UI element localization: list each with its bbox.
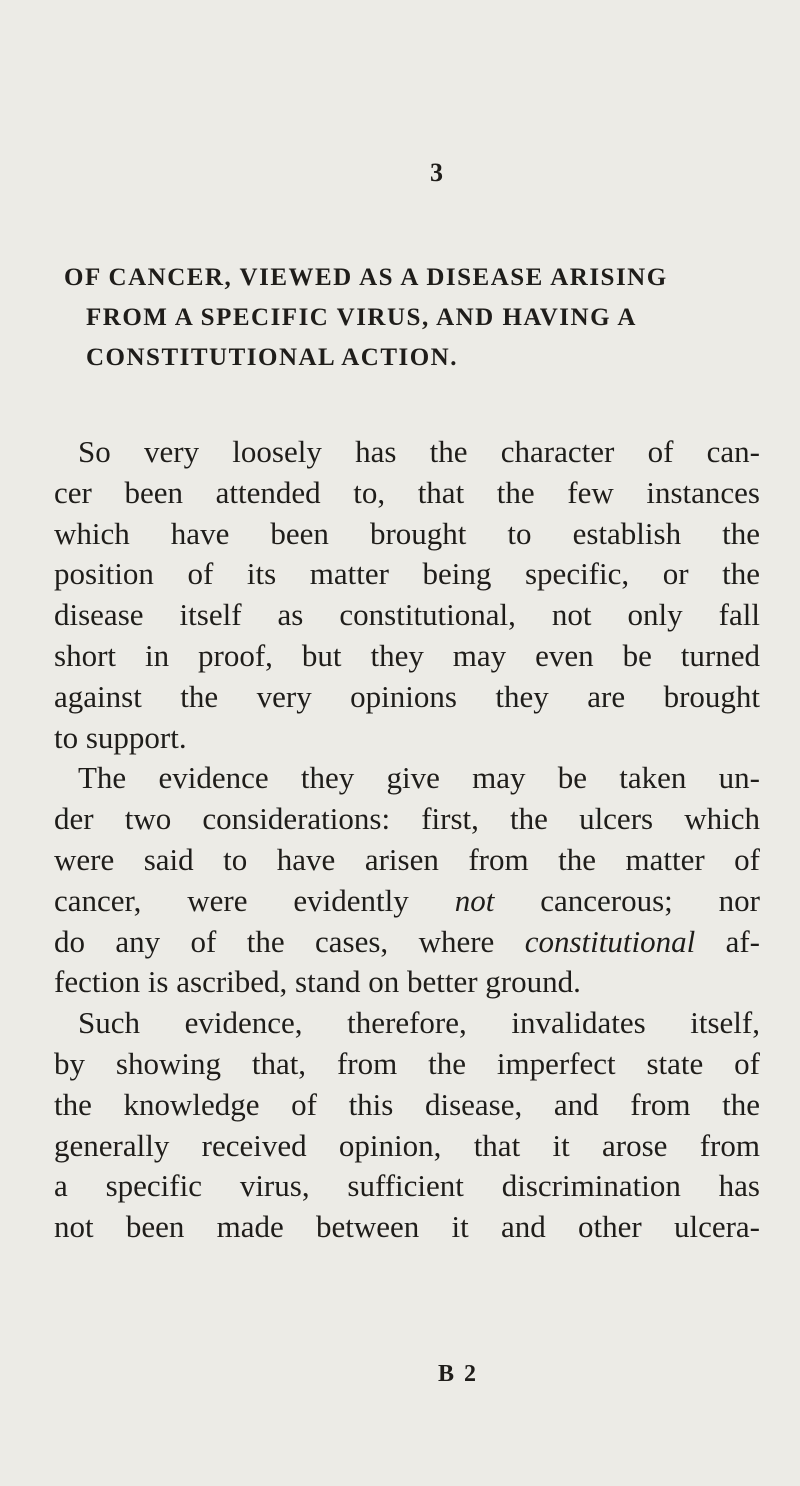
text-line: against the very opinions they are brought <box>54 678 760 714</box>
body-text <box>54 432 760 1248</box>
text-line: fection is ascribed, stand on better ground. <box>54 964 581 1000</box>
text-line: position of its matter being specific, or the <box>54 556 760 592</box>
italic-text: not <box>454 882 495 918</box>
heading-line: FROM A SPECIFIC VIRUS, AND HAVING A <box>86 304 637 331</box>
text-line: a specific virus, sufficient discrimination has <box>54 1168 760 1204</box>
printer-signature: B 2 <box>438 1361 479 1387</box>
text-line: by showing that, from the imperfect state of <box>54 1045 760 1081</box>
text-line: the knowledge of this disease, and from the <box>54 1086 760 1122</box>
text-line <box>54 881 760 922</box>
text-line: which have been brought to establish the <box>54 515 760 551</box>
text-line <box>54 922 760 963</box>
text-line: The evidence they give may be taken un- <box>78 760 760 796</box>
text-line: Such evidence, therefore, invalidates itself, <box>78 1005 760 1041</box>
text-line: were said to have arisen from the matter of <box>54 841 760 877</box>
text-run: af- <box>695 923 761 959</box>
text-line: not been made between it and other ulcera- <box>54 1209 760 1245</box>
text-line: cer been attended to, that the few instances <box>54 474 760 510</box>
chapter-heading <box>64 258 764 378</box>
text-line: generally received opinion, that it arose from <box>54 1127 760 1163</box>
heading-line: CONSTITUTIONAL ACTION. <box>86 344 458 371</box>
text-line: short in proof, but they may even be turned <box>54 637 760 673</box>
text-line: disease itself as constitutional, not only fall <box>54 597 760 633</box>
text-run: do any of the cases, where <box>54 923 525 959</box>
italic-text: constitutional <box>524 923 696 959</box>
text-line: to support. <box>54 719 187 755</box>
page-number: 3 <box>430 158 443 187</box>
text-run: cancer, were evidently <box>54 882 455 918</box>
text-line: der two considerations: first, the ulcers which <box>54 801 760 837</box>
text-run: cancerous; nor <box>494 882 760 918</box>
text-line: So very loosely has the character of can- <box>78 434 760 469</box>
heading-line: OF CANCER, VIEWED AS A DISEASE ARISING <box>64 264 668 291</box>
